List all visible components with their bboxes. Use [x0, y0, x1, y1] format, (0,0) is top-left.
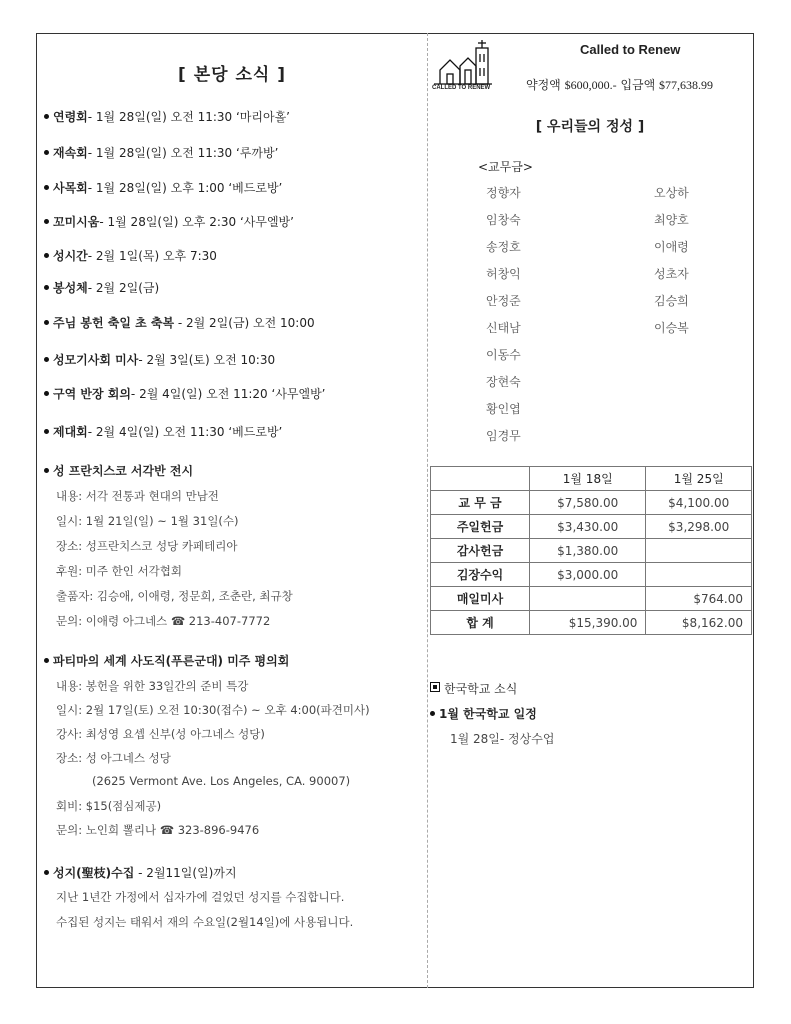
event-item — [44, 247, 217, 264]
row-label: 교 무 금 — [431, 491, 530, 515]
table-header-row — [431, 467, 752, 491]
bullet-icon — [44, 150, 49, 155]
event-detail: - 2월 2일(금) — [87, 281, 160, 295]
event-detail: - 1월 28일(일) 오후 1:00 ‘베드로방’ — [87, 181, 283, 195]
event-detail: - 2월11일(일)까지 — [134, 866, 237, 880]
bullet-icon — [44, 285, 49, 290]
table-cell — [646, 563, 752, 587]
donor-name: 임경무 — [486, 429, 521, 443]
event-item — [44, 314, 315, 331]
palm-heading — [44, 864, 237, 881]
event-name: 재속회 — [53, 146, 88, 160]
fatima-line: 내용: 봉헌을 위한 33일간의 준비 특강 — [56, 679, 249, 693]
bullet-icon — [44, 219, 49, 224]
event-item — [44, 108, 290, 125]
pledge-label: 약정액 — [526, 78, 561, 92]
donor-name: 최양호 — [654, 213, 689, 227]
school-title: 한국학교 소식 — [444, 682, 518, 696]
fatima-line: 일시: 2월 17일(토) 오전 10:30(접수) ~ 오후 4:00(파견미사) — [56, 703, 370, 717]
event-name: 사목회 — [53, 181, 88, 195]
palm-line: 지난 1년간 가정에서 십자가에 걸었던 성지를 수집합니다. — [56, 890, 345, 904]
school-item — [430, 705, 537, 722]
donor-name: 안정준 — [486, 294, 521, 308]
event-name: 성모기사회 미사 — [53, 353, 139, 367]
table-cell: $3,000.00 — [530, 563, 646, 587]
bullet-icon — [44, 870, 49, 875]
event-item — [44, 423, 282, 440]
donor-name: 송정호 — [486, 240, 521, 254]
table-cell: $4,100.00 — [646, 491, 752, 515]
fatima-contact: 문의: 노인희 뽈리나 ☎ 323-896-9476 — [56, 823, 260, 837]
donor-name: 이승복 — [654, 321, 689, 335]
donor-name: 김승희 — [654, 294, 689, 308]
fatima-address: (2625 Vermont Ave. Los Angeles, CA. 90007) — [92, 774, 351, 788]
row-label: 주일헌금 — [431, 515, 530, 539]
event-detail: - 2월 4일(일) 오전 11:20 ‘사무엘방’ — [130, 387, 326, 401]
fatima-heading — [44, 652, 289, 669]
bullet-icon — [44, 185, 49, 190]
school-heading — [430, 680, 517, 697]
event-name: 제대회 — [53, 425, 88, 439]
table-cell: $1,380.00 — [530, 539, 646, 563]
table-cell: $764.00 — [646, 587, 752, 611]
bullet-icon — [44, 320, 49, 325]
bullet-icon — [44, 468, 49, 473]
bullet-icon — [44, 391, 49, 396]
logo-caption: CALLED TO RENEW — [432, 85, 491, 91]
table-header: 1월 18일 — [530, 467, 646, 491]
bullet-icon — [44, 658, 49, 663]
donor-name: 장현숙 — [486, 375, 521, 389]
exhibit-line: 출품자: 김승애, 이애령, 정문희, 조춘란, 최규창 — [56, 589, 293, 603]
bullet-icon — [44, 429, 49, 434]
church-logo-icon — [430, 40, 496, 96]
event-item — [44, 213, 294, 230]
exhibit-line: 후원: 미주 한인 서각협회 — [56, 564, 182, 578]
event-item — [44, 179, 282, 196]
event-detail: - 1월 28일(일) 오전 11:30 ‘루까방’ — [87, 146, 279, 160]
event-detail: - 2월 4일(일) 오전 11:30 ‘베드로방’ — [87, 425, 283, 439]
offering-title: [ 우리들의 정성 ] — [535, 119, 645, 135]
table-cell: $3,298.00 — [646, 515, 752, 539]
fatima-line: 강사: 최성영 요셉 신부(성 아그네스 성당) — [56, 727, 265, 741]
donor-name: 허창익 — [486, 267, 521, 281]
row-label: 매일미사 — [431, 587, 530, 611]
table-header — [431, 467, 530, 491]
event-item — [44, 351, 275, 368]
square-bullet-icon — [430, 682, 440, 692]
event-name: 연령회 — [53, 110, 88, 124]
exhibit-line: 일시: 1월 21일(일) ~ 1월 31일(수) — [56, 514, 239, 528]
table-row — [431, 563, 752, 587]
campaign-title: Called to Renew — [580, 42, 681, 57]
palm-line: 수집된 성지는 태워서 재의 수요일(2월14일)에 사용됩니다. — [56, 915, 354, 929]
donor-name: 임창숙 — [486, 213, 521, 227]
exhibit-line: 내용: 서각 전통과 현대의 만남전 — [56, 489, 219, 503]
fatima-line: 장소: 성 아그네스 성당 — [56, 751, 171, 765]
bullet-icon — [44, 114, 49, 119]
parish-news-column — [44, 40, 420, 929]
school-line: 1월 28일- 정상수업 — [450, 732, 555, 746]
table-cell — [530, 587, 646, 611]
event-detail: - 2월 3일(토) 오전 10:30 — [138, 353, 276, 367]
event-name: 성시간 — [53, 249, 88, 263]
donor-name: 정향자 — [486, 186, 521, 200]
event-name: 주님 봉헌 축일 초 축복 — [53, 316, 175, 330]
event-name: 구역 반장 회의 — [53, 387, 131, 401]
bullet-icon — [44, 357, 49, 362]
row-label: 감사헌금 — [431, 539, 530, 563]
event-name: 성지(聖枝)수집 — [53, 866, 135, 880]
table-cell: $3,430.00 — [530, 515, 646, 539]
table-cell: $7,580.00 — [530, 491, 646, 515]
donor-name: 성초자 — [654, 267, 689, 281]
exhibit-heading — [44, 462, 193, 479]
donor-name: 황인엽 — [486, 402, 521, 416]
received-amount: $77,638.99 — [659, 78, 714, 92]
table-row — [431, 539, 752, 563]
row-label: 합 계 — [431, 611, 530, 635]
table-row — [431, 515, 752, 539]
donor-name: 신태남 — [486, 321, 521, 335]
event-item — [44, 279, 159, 296]
event-name: 꼬미시움 — [53, 215, 100, 229]
bullet-icon — [44, 253, 49, 258]
table-total-row — [431, 611, 752, 635]
table-row — [431, 491, 752, 515]
parish-news-title: [ 본당 소식 ] — [178, 65, 286, 85]
event-name: 파티마의 세계 사도직(푸른군대) 미주 평의회 — [53, 654, 290, 668]
campaign-amounts — [526, 76, 713, 93]
exhibit-contact: 문의: 이애령 아그네스 ☎ 213-407-7772 — [56, 614, 271, 628]
column-divider — [427, 33, 428, 988]
received-label: 입금액 — [620, 78, 656, 92]
donor-name: 이애령 — [654, 240, 689, 254]
offering-table — [430, 466, 752, 635]
table-row — [431, 587, 752, 611]
table-header: 1월 25일 — [646, 467, 752, 491]
event-name: 봉성체 — [53, 281, 88, 295]
event-detail: - 1월 28일(일) 오전 11:30 ‘마리아홀’ — [87, 110, 290, 124]
event-detail: - 1월 28일(일) 오후 2:30 ‘사무엘방’ — [99, 215, 294, 229]
event-detail: - 2월 1일(목) 오후 7:30 — [87, 249, 217, 263]
names-heading: <교무금> — [478, 160, 533, 174]
bullet-icon — [430, 711, 435, 716]
table-cell — [646, 539, 752, 563]
row-label: 김장수익 — [431, 563, 530, 587]
table-cell: $15,390.00 — [530, 611, 646, 635]
table-cell: $8,162.00 — [646, 611, 752, 635]
event-item — [44, 385, 326, 402]
event-name: 성 프란치스코 서각반 전시 — [53, 464, 194, 478]
pledge-amount: $600,000.- — [564, 78, 617, 92]
exhibit-line: 장소: 성프란치스코 성당 카페테리아 — [56, 539, 238, 553]
donor-name: 이동수 — [486, 348, 521, 362]
donor-name: 오상하 — [654, 186, 689, 200]
event-item — [44, 144, 278, 161]
fatima-line: 회비: $15(점심제공) — [56, 799, 162, 813]
school-item-title: 1월 한국학교 일정 — [439, 707, 537, 721]
event-detail: - 2월 2일(금) 오전 10:00 — [174, 316, 315, 330]
